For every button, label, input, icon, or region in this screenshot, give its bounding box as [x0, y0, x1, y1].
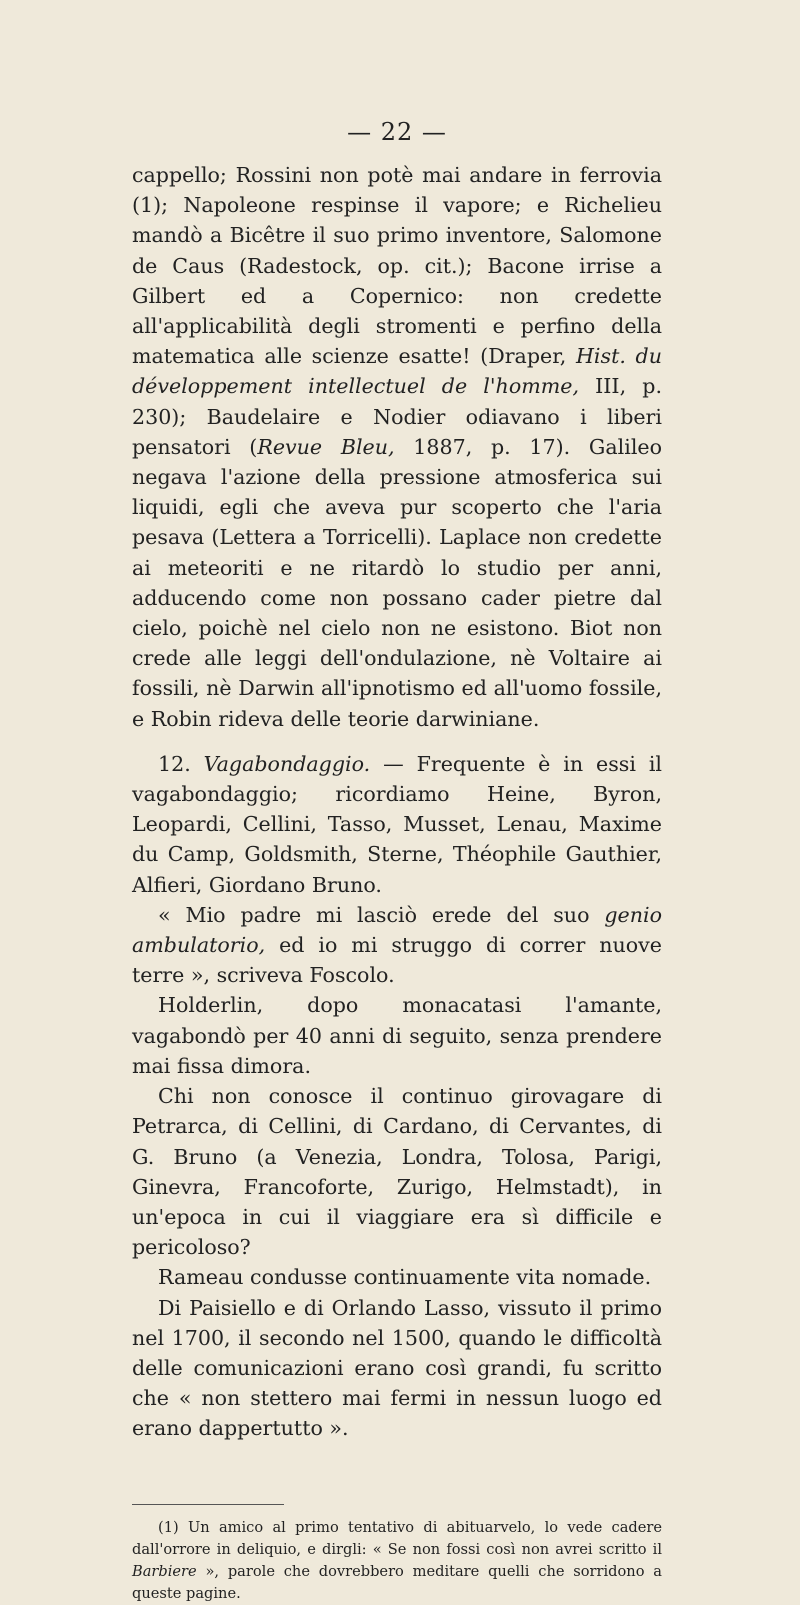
- paragraph-holderlin: Holderlin, dopo monacatasi l'amante, vagabondò per 40 anni di seguito, senza prendere mai fissa dimora.: [132, 993, 662, 1078]
- barbiere-title: Barbiere: [132, 1562, 197, 1580]
- footnote: [132, 1517, 662, 1605]
- genio-ambulatorio: genio ambulatorio,: [132, 902, 662, 958]
- section-number: 12.: [158, 751, 204, 776]
- paragraph-1-text-b: III, p. 230); Baudelaire e Nodier odiavano i liberi pensatori (: [132, 374, 662, 459]
- footnote-divider: [132, 1504, 284, 1505]
- footnote-text-b: », parole che dovrebbero meditare quelli che sorridono a queste pagine.: [132, 1562, 662, 1602]
- draper-title: Hist. du développement intellectuel de l'homme,: [132, 344, 662, 399]
- foscolo-text-b: ed io mi struggo di correr nuove terre », scriveva Foscolo.: [132, 933, 662, 988]
- paragraph-1: [132, 160, 662, 734]
- paragraph-1-text-a: cappello; Rossini non potè mai andare in ferrovia (1); Napoleone respinse il vapore; e Richelieu mandò a Bicêtre il suo primo inventore, Salomone de Caus (Radestock, op. cit.); Bacone irrise a Gilbert ed a Copernico: non credette all'applicabilità degli stromenti e perfino della matematica alle scienze esatte! (Draper,: [132, 163, 662, 369]
- section-title: Vagabondaggio.: [203, 751, 371, 776]
- page-body: [132, 118, 662, 1605]
- paragraph-1-text-c: 1887, p. 17). Galileo negava l'azione della pressione atmosferica sui liquidi, egli che aveva pur scoperto che l'aria pesava (Lettera a Torricelli). Laplace non credette ai meteoriti e ne ritardò lo studio per anni, adducendo come non possano cader pietre dal cielo, poichè nel cielo non ne esistono. Biot non crede alle leggi dell'ondulazione, nè Voltaire ai fossili, nè Darwin all'ipnotismo ed all'uomo fossile, e Robin rideva delle teorie darwiniane.: [132, 434, 662, 731]
- section-12-paragraph: [132, 749, 662, 900]
- paragraph-petrarca: Chi non conosce il continuo girovagare di Petrarca, di Cellini, di Cardano, di Cervantes, di G. Bruno (a Venezia, Londra, Tolosa, Parigi, Ginevra, Francoforte, Zurigo, Helmstadt), in un'epoca in cui il viaggiare era sì difficile e pericoloso?: [132, 1084, 662, 1260]
- paragraph-foscolo: [132, 900, 662, 991]
- footnote-text-a: (1) Un amico al primo tentativo di abituarvelo, lo vede cadere dall'orrore in deliquio, e dirgli: « Se non fossi così non avrei scritto il: [132, 1518, 662, 1558]
- page-number: — 22 —: [347, 118, 447, 146]
- revue-bleu-title: Revue Bleu,: [257, 434, 395, 459]
- paragraph-paisiello: Di Paisiello e di Orlando Lasso, vissuto il primo nel 1700, il secondo nel 1500, quando le difficoltà delle comunicazioni erano così grandi, fu scritto che « non stettero mai fermi in nessun luogo ed erano dappertutto ».: [132, 1295, 662, 1441]
- section-12-text: — Frequente è in essi il vagabondaggio; ricordiamo Heine, Byron, Leopardi, Cellini, Tasso, Musset, Lenau, Maxime du Camp, Goldsmith, Sterne, Théophile Gauthier, Alfieri, Giordano Bruno.: [132, 751, 662, 897]
- foscolo-text-a: « Mio padre mi lasciò erede del suo: [158, 902, 605, 927]
- paragraph-rameau: Rameau condusse continuamente vita nomade.: [158, 1265, 652, 1290]
